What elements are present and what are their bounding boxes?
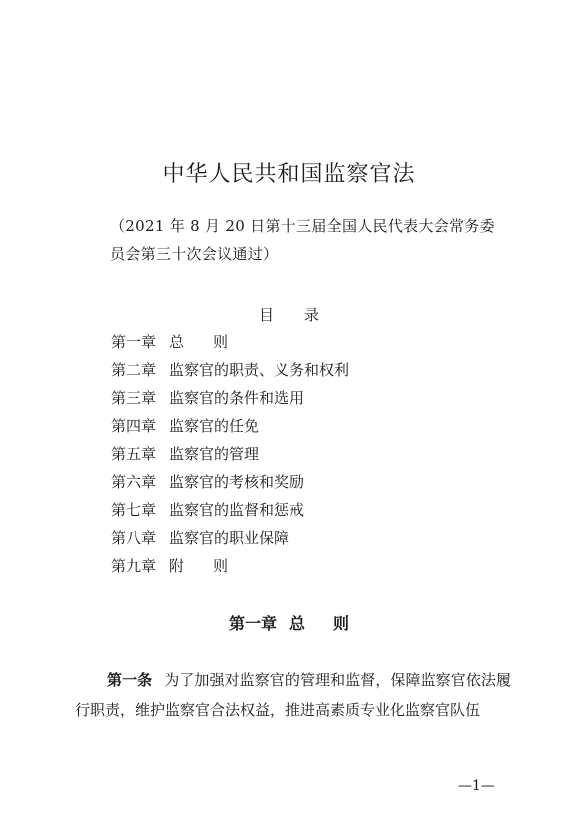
article-text: 为了加强对监察官的管理和监督，保障监察官依法履行职责，维护监察官合法权益，推进高素质专业化监察官队伍	[75, 671, 511, 719]
table-of-contents	[111, 328, 349, 580]
toc-item[interactable]	[111, 412, 349, 440]
toc-chapter-title: 监察官的监督和惩戒	[169, 501, 305, 519]
chapter-number: 第一章	[228, 614, 277, 633]
toc-item[interactable]	[111, 524, 349, 552]
law-title: 中华人民共和国监察官法	[162, 162, 416, 187]
toc-item[interactable]	[111, 468, 349, 496]
toc-chapter-title: 监察官的条件和选用	[169, 389, 305, 407]
toc-chapter-title: 监察官的职责、义务和权利	[169, 361, 350, 379]
toc-chapter-number: 第七章	[111, 501, 157, 519]
toc-chapter-number: 第一章	[111, 333, 157, 351]
chapter-heading	[0, 611, 578, 634]
toc-chapter-title: 监察官的考核和奖励	[169, 473, 305, 491]
toc-item[interactable]	[111, 440, 349, 468]
toc-chapter-title: 附则	[169, 557, 258, 575]
toc-heading-char: 目	[258, 306, 274, 324]
toc-item[interactable]	[111, 496, 349, 524]
article-paragraph	[75, 665, 511, 725]
toc-chapter-number: 第二章	[111, 361, 157, 379]
toc-chapter-number: 第四章	[111, 417, 157, 435]
toc-chapter-title: 监察官的管理	[169, 445, 260, 463]
article-number: 第一条	[107, 671, 153, 689]
toc-item[interactable]	[111, 384, 349, 412]
toc-chapter-number: 第三章	[111, 389, 157, 407]
toc-item[interactable]	[111, 356, 349, 384]
toc-chapter-title: 总则	[169, 333, 258, 351]
toc-chapter-title: 监察官的任免	[169, 417, 260, 435]
toc-chapter-number: 第八章	[111, 529, 157, 547]
toc-chapter-number: 第五章	[111, 445, 157, 463]
toc-item[interactable]	[111, 328, 349, 356]
toc-heading	[0, 304, 578, 325]
adoption-note: （2021 年 8 月 20 日第十三届全国人民代表大会常务委员会第三十次会议通过）	[110, 217, 495, 263]
chapter-title: 总则	[289, 614, 378, 633]
toc-heading-char: 录	[304, 306, 320, 324]
toc-chapter-title: 监察官的职业保障	[169, 529, 290, 547]
toc-chapter-number: 第六章	[111, 473, 157, 491]
page-number: —1—	[458, 778, 495, 794]
toc-item[interactable]	[111, 552, 349, 580]
toc-chapter-number: 第九章	[111, 557, 157, 575]
